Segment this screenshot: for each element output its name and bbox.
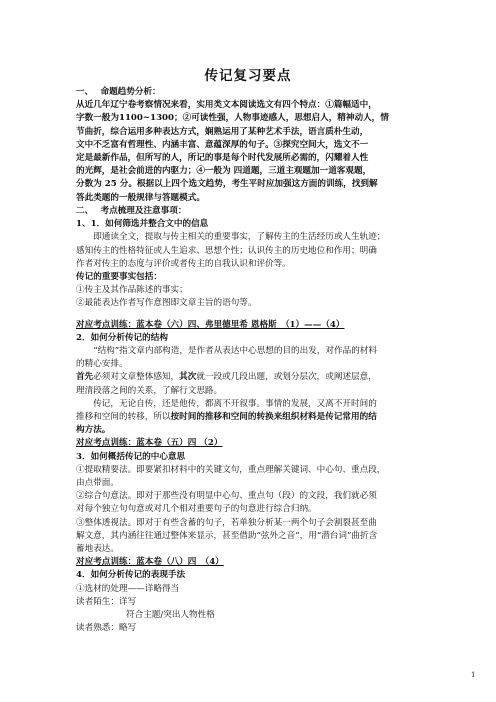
text-line: 从近几年辽宁卷考察情况来看，实用类文本阅读选文有四个特点：①篇幅适中， <box>76 100 377 111</box>
emphasis-then: 其次 <box>179 372 197 383</box>
text-line: 读者熟悉：略写 <box>76 623 137 634</box>
emphasis-text: 构方法。 <box>76 425 111 436</box>
section-trend-analysis <box>76 86 428 205</box>
list-item: ②最能表达作者写作意图即文章主旨的语句等。 <box>76 298 257 309</box>
text-line: 对每个独立句句意或对几个相对重要句子的句意进行综合归纳。 <box>76 504 317 515</box>
page-title: 传记复习要点 <box>204 68 292 84</box>
text-line: 作者对传主的态度与评价或者传主的自我认识和评价等。 <box>76 258 291 269</box>
text-line <box>76 411 428 424</box>
text-line: 答此类题的一般规律与答题模式。 <box>76 192 205 203</box>
text-line: ③整体透视法。即对于有些含蓄的句子，若单独分析某一两个句子会割裂甚至曲 <box>76 517 377 528</box>
text-fragment: 推移和空间的转移，所以 <box>76 412 171 423</box>
section-heading: 一、 命题趋势分析： <box>76 87 161 97</box>
page-number: 1 <box>471 671 476 679</box>
text-line: 分数为 25 分。根据以上四个选文趋势，考生平时应加强这方面的训练，找到解 <box>76 179 378 190</box>
text-line: ①选材的处理——详略得当 <box>76 583 180 594</box>
practice-reference: 对应考点训练：蓝本卷（六）四、弗里德里希 恩格斯 （1）——（4） <box>76 319 345 330</box>
text-line: 节曲折，综合运用多种表达方式，娴熟运用了某种艺术手法，语言质朴生动， <box>76 126 369 137</box>
list-item: ①传主及其作品陈述的事实； <box>76 285 188 296</box>
text-line: 蓄地表达。 <box>76 544 119 555</box>
item-heading: 2．如何分析传记的结构 <box>76 332 168 343</box>
text-line: 字数一般为1100~1300；②可读性强，人物事迹感人，思想启人，精神动人，情 <box>76 113 389 124</box>
text-line: 理清段落之间的关系，了解行文思路。 <box>76 385 223 396</box>
text-line: 的精心安排。 <box>76 359 128 370</box>
emphasis-first: 首先 <box>76 372 94 383</box>
text-line: ②综合句意法。即对于那些没有明显中心句、重点句（段）的文段，我们就必须 <box>76 491 377 502</box>
text-line: 传记，无论自传，还是他传，都离不开叙事。事情的发展，又离不开时间的 <box>76 398 377 409</box>
item-structure <box>76 332 428 451</box>
item-heading: 3．如何概括传记的中心意思 <box>76 451 186 462</box>
text-fragment: 就一段或几段出题，或划分层次，或阐述层意， <box>196 372 377 383</box>
text-line: “结构”指文章内部构造，是作者从表达中心思想的目的出发，对作品的材料 <box>76 346 377 357</box>
practice-reference: 对应考点训练：蓝本卷（八）四 （4） <box>76 557 224 568</box>
item-central-idea <box>76 451 428 570</box>
sub-heading: 传记的重要事实包括： <box>76 272 162 283</box>
item-techniques <box>76 569 428 635</box>
section-key-points <box>76 205 428 636</box>
practice-reference: 对应考点训练：蓝本卷（五）四 （2） <box>76 438 223 449</box>
text-line: 由点带面。 <box>76 478 119 489</box>
text-line: 文中不乏富有哲理性、内涵丰富、意蕴深厚的句子。③探究空间大，选文不一 <box>76 139 369 150</box>
text-line: ①提取精要法。即要紧扣材料中的关键文句，重点理解关键词、中心句、重点段， <box>76 464 386 475</box>
text-line <box>76 371 428 384</box>
text-line: 符合主题/突出人物性格 <box>126 610 215 621</box>
section-heading: 二、 考点梳理及注意事项： <box>76 206 187 216</box>
item-screen-info <box>76 218 428 332</box>
text-line: 即通读全文，提取与传主相关的重要事实，了解传主的生活经历或人生轨迹； <box>76 232 386 243</box>
item-heading: 4．如何分析传记的表现手法 <box>76 570 186 581</box>
text-line: 感知传主的性格特征或人生追求、思想个性；认识传主的历史地位和作用；明确 <box>76 245 377 256</box>
text-line: 的光辉，是社会前进的内驱力；④一般为 四道题，三道主观题加一道客观题， <box>76 166 372 177</box>
item-heading: 1、1．如何筛选并整合文中的信息 <box>76 219 209 230</box>
spacer <box>76 311 428 319</box>
text-line: 读者陌生：详写 <box>76 596 137 607</box>
text-line: 解文意，其内涵往往通过整体来显示，甚至借助“弦外之音”，用“潜台词”曲折含 <box>76 530 378 541</box>
text-line: 定是最新作品，但所写的人，所记的事是每个时代发展所必需的，闪耀着人性 <box>76 153 369 164</box>
trend-paragraph <box>76 99 428 205</box>
emphasis-text: 按时间的推移和空间的转换来组织材料是传记常用的结 <box>170 412 377 423</box>
text-fragment: 必须对文章整体感知， <box>93 372 180 383</box>
